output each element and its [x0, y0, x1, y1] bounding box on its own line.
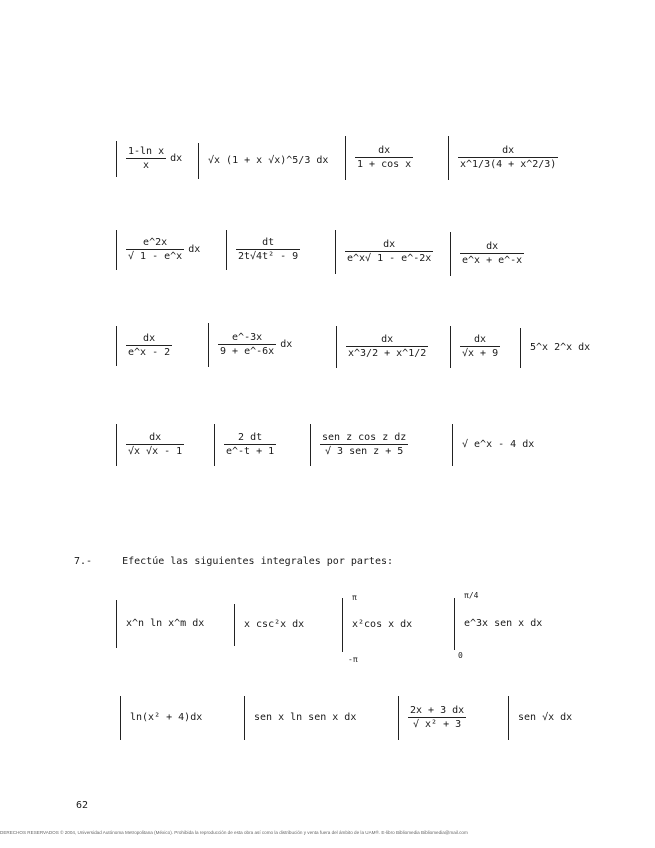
parts-r2-c2: sen x ln sen x dx — [244, 696, 356, 740]
parts-r2-c3: $\frac{2x + 3 dx}{\text{√ x² + 3}}$ — [398, 696, 466, 740]
integral-r1-c4: $\frac{dx}{x\^{}1/3(4 + x\^{}2/3)}$ — [448, 136, 558, 180]
parts-r1-c4: e^3x sen x dx π/4 0 — [454, 598, 542, 650]
parts-r2-c4: sen √x dx — [508, 696, 572, 740]
integral-r1-c2: √x (1 + x √x)^5/3 dx — [198, 143, 328, 179]
integral-r1-c3: $\frac{dx}{\text{1 + cos x}}$ — [345, 136, 413, 180]
parts-r1-c2: x csc²x dx — [234, 604, 304, 646]
integral-r2-c2: $\frac{dt}{\text{2t√4t² - 9}}$ — [226, 230, 300, 270]
page-number: 62 — [76, 800, 89, 811]
integral-r4-c3: $\frac{\text{sen z cos z dz}}{\text{√ 3 sen z + 5}}$ — [310, 424, 408, 466]
integral-r3-c2: $\frac{e\^{}-3x}{9 + e\^{}-6x}$ dx — [208, 323, 292, 367]
integral-r4-c1: $\frac{dx}{√x √x - 1}$ — [116, 424, 184, 466]
parts-r2-c1: ln(x² + 4)dx — [120, 696, 202, 740]
integral-r3-c4: $\frac{dx}{√x + 9}$ — [450, 326, 500, 368]
section-title: Efectúe las siguientes integrales por partes: — [122, 556, 394, 567]
integral-r2-c1: $\frac{e\^{}2x}{√ 1 - e\^{}x}$ dx — [116, 230, 200, 270]
integral-r2-c4: $\frac{dx}{e\^{}x + e\^{}-x}$ — [450, 232, 524, 276]
lower-limit: 0 — [458, 651, 463, 660]
integral-r2-c3: $\frac{dx}{e\^{}x√ 1 - e\^{}-2x}$ — [335, 230, 433, 274]
parts-r1-c1: x^n ln x^m dx — [116, 600, 204, 648]
upper-limit: π/4 — [464, 591, 479, 600]
upper-limit: π — [352, 593, 357, 602]
integral-r3-c3: $\frac{dx}{x\^{}3/2 + x\^{}1/2}$ — [336, 326, 428, 368]
integral-r3-c1: $\frac{dx}{e\^{}x - 2}$ — [116, 326, 172, 366]
parts-r1-c3: x²cos x dx π -π — [342, 598, 412, 652]
integral-r4-c2: $\frac{2 dt}{e\^{}-t + 1}$ — [214, 424, 276, 466]
integral-r1-c1: $\frac{\text{1-ln x}}{x}$ dx — [116, 141, 182, 177]
section-number: 7.- — [74, 556, 93, 567]
lower-limit: -π — [348, 655, 358, 664]
integral-r4-c4: √ e^x - 4 dx — [452, 424, 534, 466]
copyright-footer: DERECHOS RESERVADOS © 2004, Universidad Autónoma Metropolitana (México). Prohibida la reproducción de esta obra así como la distribución y venta fuera del ámbito de la UAM®. E-libro Bibliomedia Bibliomedia@mail.com — [0, 830, 468, 835]
integral-r3-c5: 5^x 2^x dx — [520, 328, 590, 368]
section-heading — [74, 556, 393, 567]
